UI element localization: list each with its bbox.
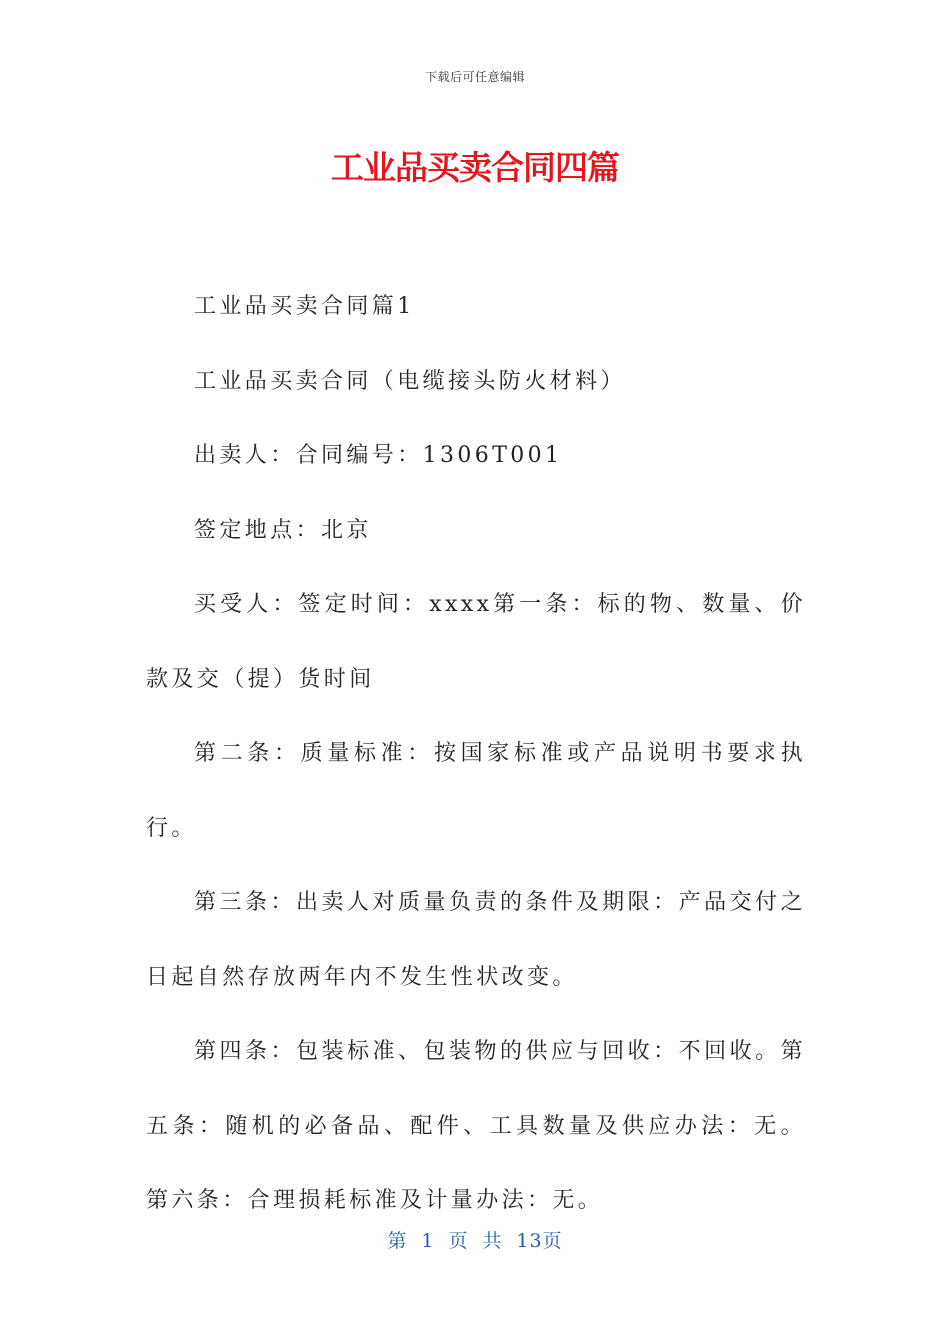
paragraph-seller: 出卖人：合同编号：1306T001	[194, 443, 563, 468]
paragraph-contract-subject: 工业品买卖合同（电缆接头防火材料）	[194, 368, 626, 394]
paragraph-article-3: 第三条：出卖人对质量负责的条件及期限：产品交付之日起自然存放两年内不发生性状改变。	[146, 890, 806, 990]
footer-suffix: 页	[542, 1230, 563, 1252]
header-note: 下载后可任意编辑	[424, 70, 525, 84]
footer-total-prefix: 共	[482, 1230, 503, 1252]
footer-page-word: 页	[448, 1230, 469, 1252]
footer-current-page: 1	[421, 1230, 435, 1252]
paragraph-signing-place: 签定地点：北京	[194, 517, 372, 543]
document-body	[146, 270, 806, 1239]
footer-total-pages: 13	[516, 1230, 543, 1252]
paragraph-article-4-6: 第四条：包装标准、包装物的供应与回收：不回收。第五条：随机的必备品、配件、工具数量及供应办法：无。第六条：合理损耗标准及计量办法：无。	[146, 1039, 806, 1213]
paragraph-buyer-article-1: 买受人：签定时间：xxxx第一条：标的物、数量、价款及交（提）货时间	[146, 592, 806, 692]
paragraph-contract-heading: 工业品买卖合同篇1	[194, 294, 415, 319]
paragraph-article-2: 第二条：质量标准：按国家标准或产品说明书要求执行。	[146, 741, 806, 841]
document-title: 工业品买卖合同四篇	[331, 148, 619, 187]
page-footer	[0, 1226, 950, 1253]
footer-prefix: 第	[387, 1230, 408, 1252]
